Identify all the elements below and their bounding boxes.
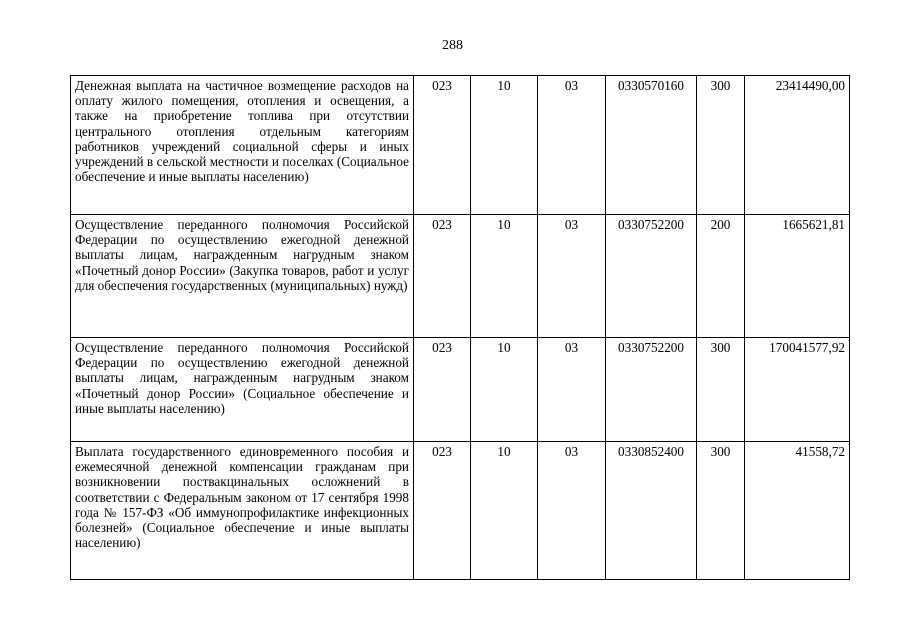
target-article-code: 0330570160 (606, 76, 697, 215)
admin-code: 023 (414, 215, 471, 338)
expense-kind-code: 200 (697, 215, 745, 338)
admin-code: 023 (414, 76, 471, 215)
row-description: Денежная выплата на частичное возмещение расходов на оплату жилого помещения, отопления и освещения, а также на приобретение топлива при отсутствии центрального отопления отдельным категориям работников учреждений социальной сферы и иных учреждений в сельской местности и поселках (Социальное обеспечение и иные выплаты населению) (71, 76, 414, 215)
amount: 41558,72 (745, 442, 850, 580)
target-article-code: 0330752200 (606, 215, 697, 338)
expense-kind-code: 300 (697, 76, 745, 215)
amount: 1665621,81 (745, 215, 850, 338)
amount: 170041577,92 (745, 338, 850, 442)
expense-kind-code: 300 (697, 442, 745, 580)
admin-code: 023 (414, 338, 471, 442)
table-row (71, 338, 850, 442)
section-code: 10 (471, 338, 538, 442)
amount: 23414490,00 (745, 76, 850, 215)
subsection-code: 03 (538, 442, 606, 580)
admin-code: 023 (414, 442, 471, 580)
table-row (71, 442, 850, 580)
subsection-code: 03 (538, 215, 606, 338)
subsection-code: 03 (538, 338, 606, 442)
section-code: 10 (471, 215, 538, 338)
row-description: Выплата государственного единовременного пособия и ежемесячной денежной компенсации гражданам при возникновении поствакцинальных осложнений в соответствии с Федеральным законом от 17 сентября 1998 года № 157-ФЗ «Об иммунопрофилактике инфекционных болезней» (Социальное обеспечение и иные выплаты населению) (71, 442, 414, 580)
target-article-code: 0330752200 (606, 338, 697, 442)
section-code: 10 (471, 76, 538, 215)
row-description: Осуществление переданного полномочия Российской Федерации по осуществлению ежегодной денежной выплаты лицам, награжденным нагрудным знаком «Почетный донор России» (Социальное обеспечение и иные выплаты населению) (71, 338, 414, 442)
page-number: 288 (442, 38, 463, 53)
expense-kind-code: 300 (697, 338, 745, 442)
budget-table (70, 75, 850, 580)
section-code: 10 (471, 442, 538, 580)
target-article-code: 0330852400 (606, 442, 697, 580)
table-row (71, 215, 850, 338)
subsection-code: 03 (538, 76, 606, 215)
table-row (71, 76, 850, 215)
row-description: Осуществление переданного полномочия Российской Федерации по осуществлению ежегодной денежной выплаты лицам, награжденным нагрудным знаком «Почетный донор России» (Закупка товаров, работ и услуг для обеспечения государственных (муниципальных) нужд) (71, 215, 414, 338)
